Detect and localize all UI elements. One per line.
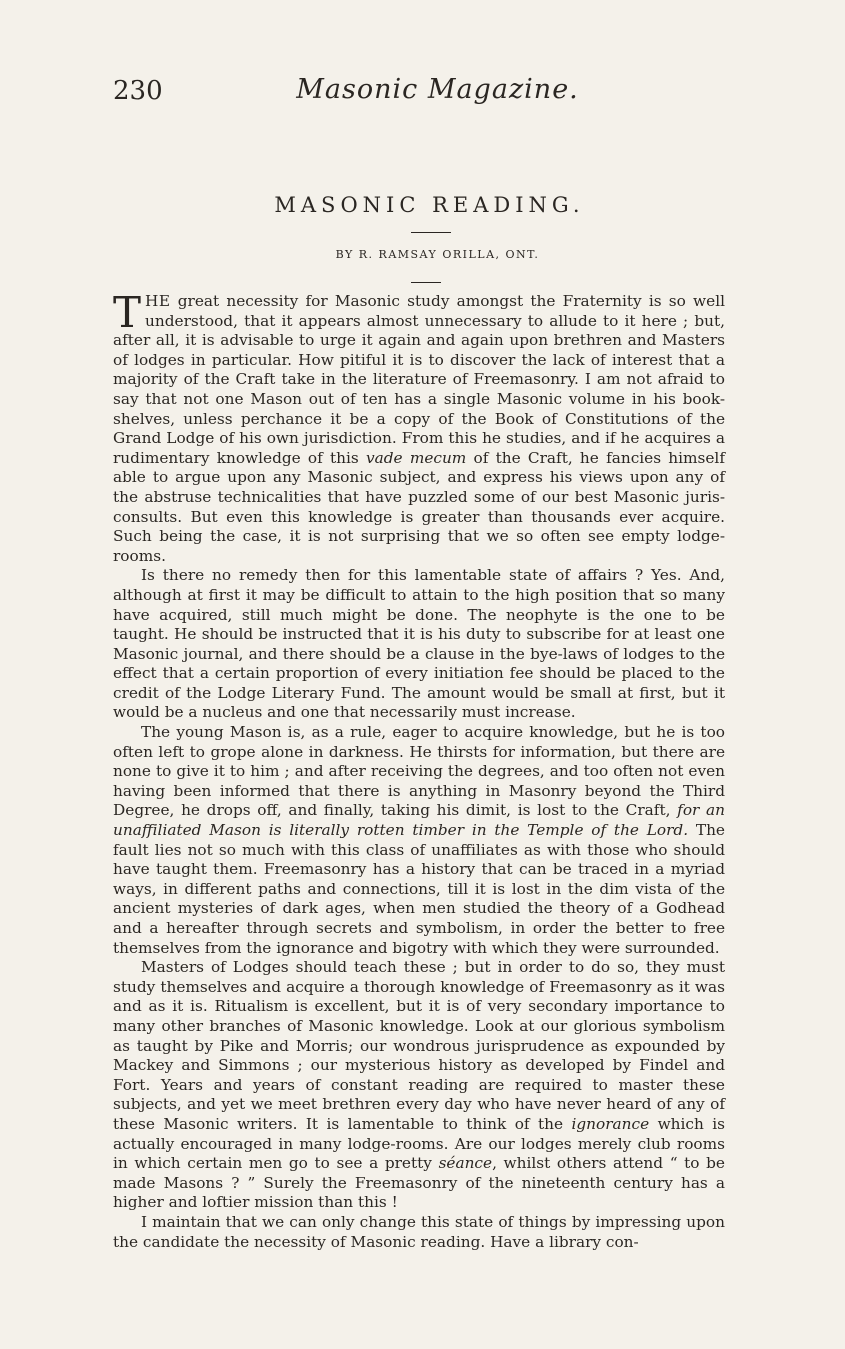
paragraph-1-text-2: of the Craft, he fancies himself able to argue upon any Masonic subject, and express his views upon any of the abstruse technicalities that have puzzled some of our best Masonic juris-consults. But even this knowledge is greater than thousands ever acquire. Such being the case, it is not surprising that we so often see empty lodge-rooms. — [113, 448, 725, 565]
paragraph-4-text-3: , whilst others attend “ to be made Masons ? ” Surely the Freemasonry of the nineteenth century has a higher and loftier mission than this ! — [113, 1154, 725, 1212]
drop-cap: T — [113, 288, 142, 337]
paragraph-3 — [113, 723, 725, 958]
paragraph-4-italic-2: séance — [438, 1154, 493, 1173]
article-body — [113, 288, 725, 1252]
paragraph-1-italic: vade mecum — [366, 448, 467, 467]
paragraph-5: I maintain that we can only change this state of things by impressing upon the candidate the necessity of Masonic reading. Have a library con- — [113, 1212, 725, 1251]
paragraph-1-text: great necessity for Masonic study amongst the Fraternity is so well understood, that it appears almost unnecessary to allude to it here ; but, after all, it is advisable to urge it again and again upon brethren and Masters of lodges in particular. How pitiful it is to discover the lack of interest that a majority of the Craft take in the literature of Freemasonry. I am not afraid to say that not one Mason out of ten has a single Masonic volume in his book-shelves, unless perchance it be a copy of the Book of Constitutions of the Grand Lodge of his own jurisdiction. From this he studies, and if he acquires a rudimentary knowledge of this — [113, 292, 725, 467]
paragraph-4-text-2: which is actually encouraged in many lodge-rooms. Are our lodges merely club rooms in which certain men go to see a pretty — [113, 1114, 725, 1173]
article-byline: BY R. RAMSAY ORILLA, ONT. — [335, 248, 540, 261]
article-title: MASONIC READING. — [274, 193, 585, 217]
paragraph-4-italic-1: ignorance — [571, 1114, 650, 1133]
byline-rule — [411, 282, 441, 283]
running-title: Masonic Magazine. — [296, 74, 579, 105]
paragraph-2: Is there no remedy then for this lamentable state of affairs ? Yes. And, although at first it may be difficult to attain to the high position that so many have acquired, still much might be done. The neophyte is the one to be taught. He should be instructed that it is his duty to subscribe for at least one Masonic journal, and there should be a clause in the bye-laws of lodges to the effect that a certain proportion of every initiation fee should be placed to the credit of the Lodge Literary Fund. The amount would be small at first, but it would be a nucleus and one that necessarily must increase. — [113, 566, 725, 722]
page-number: 230 — [113, 76, 163, 106]
paragraph-3-text-2: The fault lies not so much with this class of unaffiliates as with those who should have taught them. Freemasonry has a history that can be traced in a myriad ways, in different paths and connections, till it is lost in the dim vista of the ancient mysteries of dark ages, when men studied the theory of a Godhead and a hereafter through secrets and symbolism, in order the better to free themselves from the ignorance and bigotry with which they were surrounded. — [113, 821, 725, 957]
paragraph-3-italic: for an unaffiliated Mason is literally rotten timber in the Temple of the Lord. — [113, 801, 725, 840]
paragraph-4-text: Masters of Lodges should teach these ; but in order to do so, they must study themselves and acquire a thorough knowledge of Freemasonry as it was and as it is. Ritualism is excellent, but it is of very secondary importance to many other branches of Masonic knowledge. Look at our glorious symbolism as taught by Pike and Morris; our wondrous jurisprudence as expounded by Mackey and Simmons ; our mysterious history as developed by Findel and Fort. Years and years of constant reading are required to master these subjects, and yet we meet brethren every day who have never heard of any of these Masonic writers. It is lamentable to think of the — [113, 958, 725, 1133]
lead-word: HE — [145, 292, 171, 310]
paragraph-4 — [113, 958, 725, 1213]
paragraph-3-text: The young Mason is, as a rule, eager to acquire knowledge, but he is too often left to grope alone in darkness. He thirsts for information, but there are none to give it to him ; and after receiving the degrees, and too often not even having been informed that there is anything in Masonry beyond the Third Degree, he drops off, and finally, taking his dimit, is lost to the Craft, — [113, 723, 725, 820]
paragraph-1 — [113, 288, 725, 566]
title-rule — [411, 232, 451, 233]
